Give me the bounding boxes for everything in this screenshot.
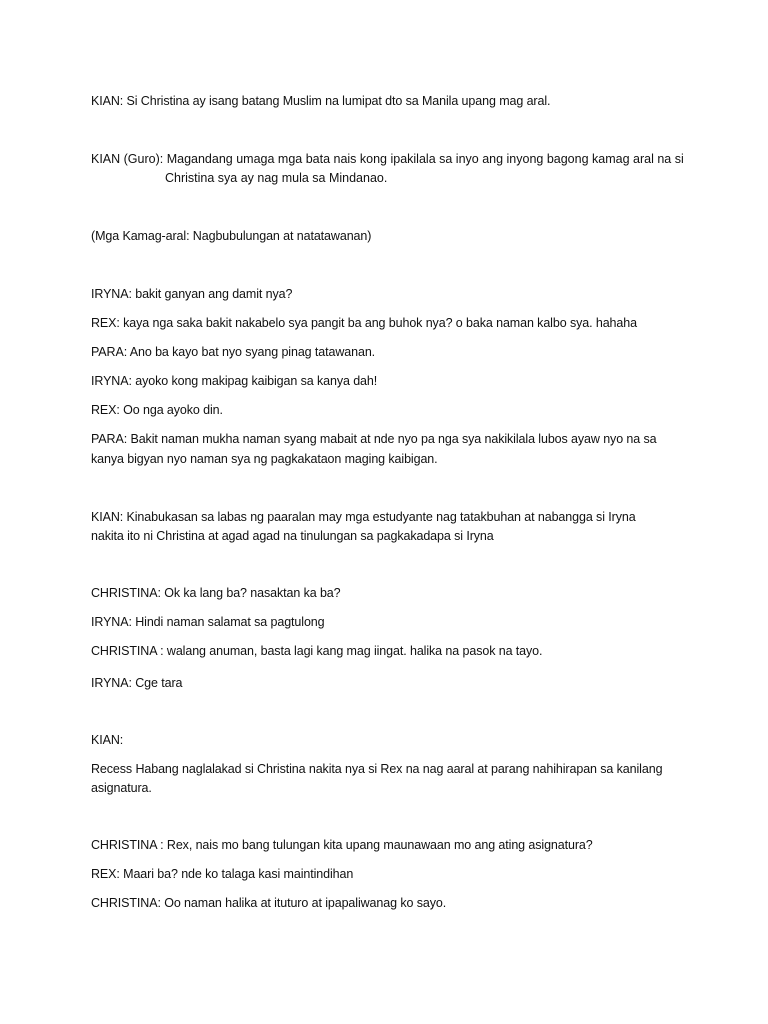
dialogue-christina-2: CHRISTINA : walang anuman, basta lagi kang mag iingat. halika na pasok na tayo. — [91, 644, 543, 658]
dialogue-rex-2: REX: Oo nga ayoko din. — [91, 403, 223, 417]
stage-direction: (Mga Kamag-aral: Nagbubulungan at natatawanan) — [91, 229, 372, 243]
narration-kian-2-line-2: nakita ito ni Christina at agad agad na tinulungan sa pagkakadapa si Iryna — [91, 529, 494, 543]
narration-kian-2-line-1: KIAN: Kinabukasan sa labas ng paaralan may mga estudyante nag tatakbuhan at nabangga si Iryna — [91, 510, 636, 524]
dialogue-christina-3: CHRISTINA : Rex, nais mo bang tulungan kita upang maunawaan mo ang ating asignatura? — [91, 838, 593, 852]
speaker-kian-3: KIAN: — [91, 733, 124, 747]
dialogue-rex-1: REX: kaya nga saka bakit nakabelo sya pangit ba ang buhok nya? o baka naman kalbo sya. hahaha — [91, 316, 637, 330]
narration-recess-line-1: Recess Habang naglalakad si Christina nakita nya si Rex na nag aaral at parang nahihirapan sa kanilang — [91, 762, 663, 776]
narration-line-1: KIAN: Si Christina ay isang batang Muslim na lumipat dto sa Manila upang mag aral. — [91, 94, 551, 108]
dialogue-kian-guro-line-2: Christina sya ay nag mula sa Mindanao. — [165, 171, 388, 185]
dialogue-para-2-line-2: kanya bigyan nyo naman sya ng pagkakataon maging kaibigan. — [91, 452, 438, 466]
dialogue-iryna-3: IRYNA: Hindi naman salamat sa pagtulong — [91, 615, 325, 629]
narration-recess-line-2: asignatura. — [91, 781, 152, 795]
dialogue-kian-guro — [91, 150, 684, 188]
dialogue-christina-4: CHRISTINA: Oo naman halika at ituturo at ipapaliwanag ko sayo. — [91, 896, 447, 910]
dialogue-christina-1: CHRISTINA: Ok ka lang ba? nasaktan ka ba? — [91, 586, 341, 600]
dialogue-iryna-1: IRYNA: bakit ganyan ang damit nya? — [91, 287, 293, 301]
dialogue-kian-guro-line-1: KIAN (Guro): Magandang umaga mga bata nais kong ipakilala sa inyo ang inyong bagong kamag aral na si — [91, 152, 684, 166]
dialogue-iryna-2: IRYNA: ayoko kong makipag kaibigan sa kanya dah! — [91, 374, 378, 388]
dialogue-para-1: PARA: Ano ba kayo bat nyo syang pinag tatawanan. — [91, 345, 376, 359]
dialogue-rex-3: REX: Maari ba? nde ko talaga kasi maintindihan — [91, 867, 354, 881]
dialogue-iryna-4: IRYNA: Cge tara — [91, 676, 183, 690]
dialogue-para-2-line-1: PARA: Bakit naman mukha naman syang mabait at nde nyo pa nga sya nakikilala lubos ayaw nyo na sa — [91, 432, 657, 446]
